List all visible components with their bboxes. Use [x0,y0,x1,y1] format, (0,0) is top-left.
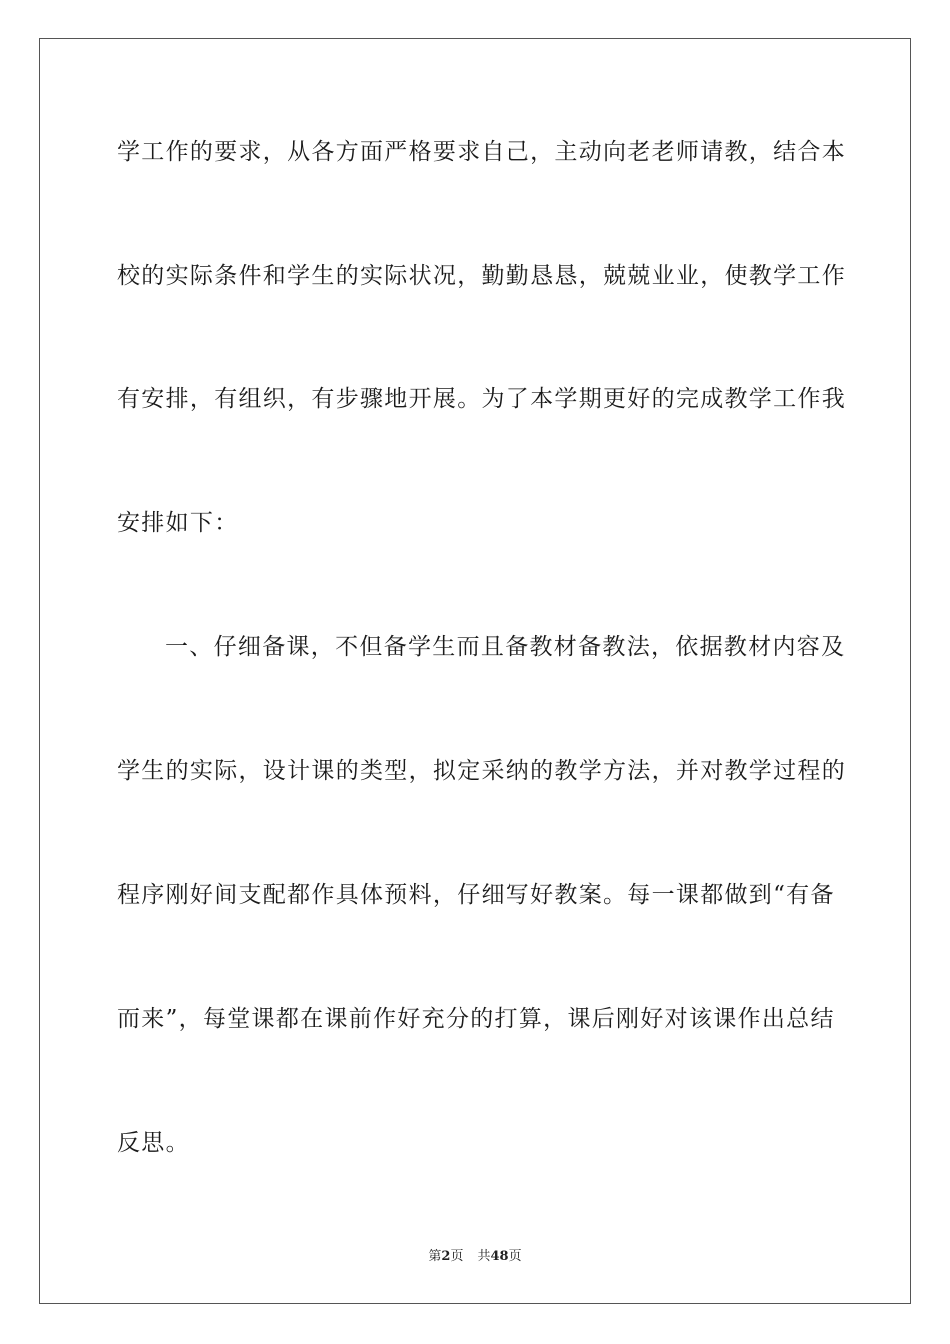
paragraph-line: 校的实际条件和学生的实际状况，勤勤恳恳，兢兢业业，使教学工作 [117,263,846,289]
page-suffix: 页 [450,1249,464,1264]
paragraph-line: 学工作的要求，从各方面严格要求自己，主动向老老师请教，结合本 [117,139,846,165]
page-footer [0,1248,950,1266]
paragraph-line: 反思。 [117,1130,190,1156]
paragraph-line-indented: 一、仔细备课，不但备学生而且备教材备教法，依据教材内容及 [165,634,846,660]
total-pages: 48 [490,1249,509,1264]
paragraph-line: 程序刚好间支配都作具体预料，仔细写好教案。每一课都做到“有备 [117,882,835,908]
page-prefix: 第 [428,1249,442,1264]
total-suffix: 页 [508,1249,522,1264]
total-prefix: 共 [477,1249,491,1264]
page-number: 2 [441,1249,451,1264]
paragraph-line: 有安排，有组织，有步骤地开展。为了本学期更好的完成教学工作我 [117,386,846,412]
paragraph-line: 而来”，每堂课都在课前作好充分的打算，课后刚好对该课作出总结 [117,1006,835,1032]
page-border [39,38,911,1304]
paragraph-line: 学生的实际，设计课的类型，拟定采纳的教学方法，并对教学过程的 [117,758,846,784]
paragraph-line: 安排如下： [117,510,239,536]
